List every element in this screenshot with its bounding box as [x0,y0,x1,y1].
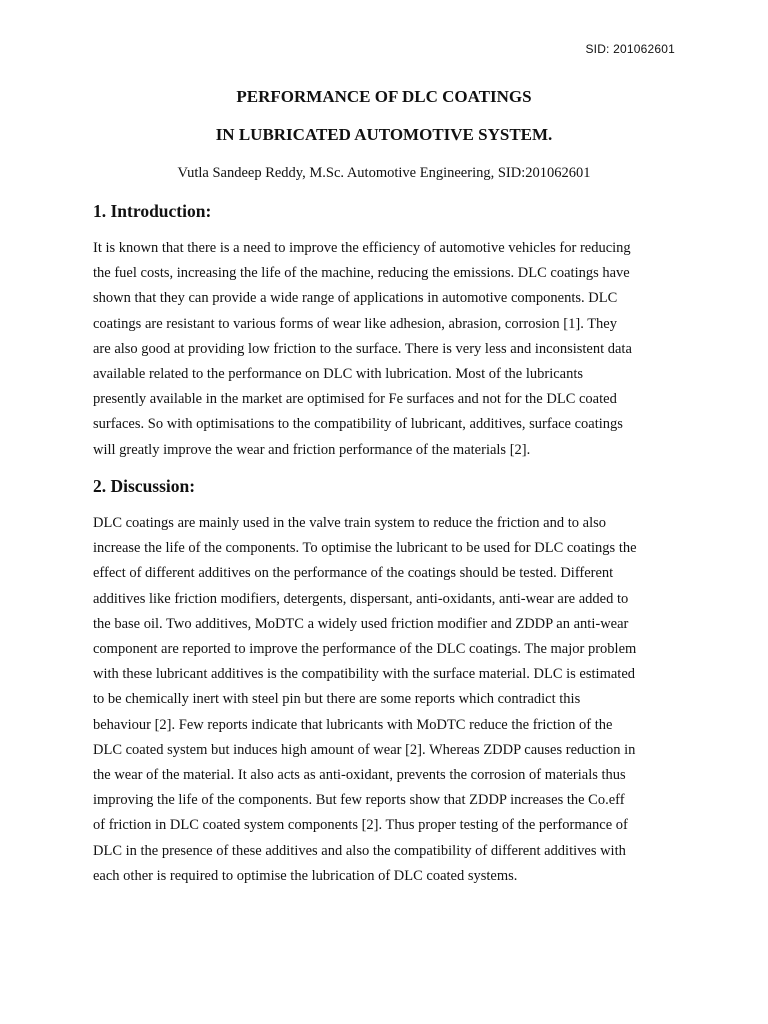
paragraph-line: with these lubricant additives is the compatibility with the surface material. DLC is estimated [93,666,636,683]
student-id-header: SID: 201062601 [585,42,675,56]
document-title-line-2: IN LUBRICATED AUTOMOTIVE SYSTEM. [215,125,553,144]
paragraph-line: behaviour [2]. Few reports indicate that lubricants with MoDTC reduce the friction of the [93,716,613,733]
paragraph-line: DLC in the presence of these additives and also the compatibility of different additives with [93,842,626,859]
paragraph-line: DLC coated system but induces high amount of wear [2]. Whereas ZDDP causes reduction in [93,741,636,758]
paragraph-line: the base oil. Two additives, MoDTC a widely used friction modifier and ZDDP an anti-wear [93,615,629,632]
discussion-paragraph [93,511,693,889]
paragraph-line: will greatly improve the wear and friction performance of the materials [2]. [93,441,531,458]
paragraph-line: to be chemically inert with steel pin but there are some reports which contradict this [93,691,581,708]
introduction-paragraph [93,236,693,463]
paragraph-line: the wear of the material. It also acts as anti-oxidant, prevents the corrosion of materials thus [93,767,626,784]
paragraph-line: effect of different additives on the performance of the coatings should be tested. Different [93,565,614,582]
section-heading-discussion: 2. Discussion: [93,476,196,496]
paragraph-line: additives like friction modifiers, detergents, dispersant, anti-oxidants, anti-wear are added to [93,590,629,607]
paragraph-line: presently available in the market are optimised for Fe surfaces and not for the DLC coated [93,391,617,408]
paragraph-line: increase the life of the components. To optimise the lubricant to be used for DLC coatings the [93,540,637,557]
paragraph-line: available related to the performance on DLC with lubrication. Most of the lubricants [93,366,584,383]
paragraph-line: of friction in DLC coated system components [2]. Thus proper testing of the performance of [93,817,628,834]
paragraph-line: surfaces. So with optimisations to the compatibility of lubricant, additives, surface coatings [93,416,623,433]
document-title-line-1: PERFORMANCE OF DLC COATINGS [236,87,532,106]
paragraph-line: the fuel costs, increasing the life of the machine, reducing the emissions. DLC coatings have [93,265,630,282]
paragraph-line: It is known that there is a need to improve the efficiency of automotive vehicles for reducing [93,240,631,256]
paragraph-line: component are reported to improve the performance of the DLC coatings. The major problem [93,641,637,658]
author-line: Vutla Sandeep Reddy, M.Sc. Automotive Engineering, SID:201062601 [177,165,591,181]
paragraph-line: each other is required to optimise the lubrication of DLC coated systems. [93,867,518,884]
paragraph-line: shown that they can provide a wide range of applications in automotive components. DLC [93,290,618,307]
paragraph-line: DLC coatings are mainly used in the valve train system to reduce the friction and to also [93,515,606,531]
paragraph-line: coatings are resistant to various forms of wear like adhesion, abrasion, corrosion [1]. They [93,315,617,332]
paragraph-line: improving the life of the components. But few reports show that ZDDP increases the Co.eff [93,792,625,809]
paragraph-line: are also good at providing low friction to the surface. There is very less and inconsistent data [93,340,632,357]
section-heading-introduction: 1. Introduction: [93,201,212,221]
